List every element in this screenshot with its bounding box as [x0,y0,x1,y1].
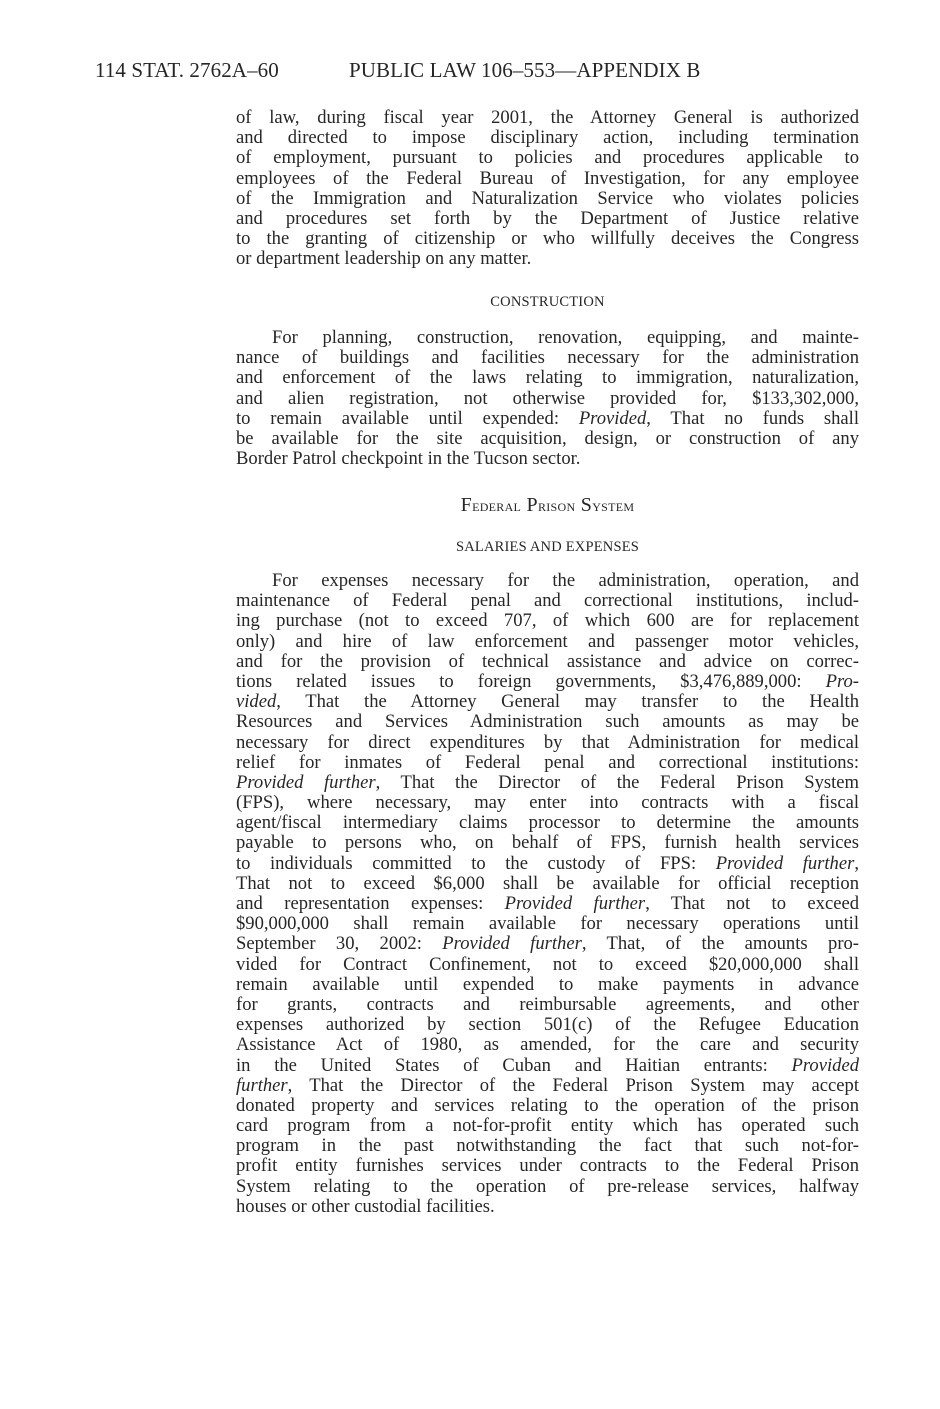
text-line: expenses authorized by section 501(c) of the Refugee Education [236,1014,859,1036]
construction-heading: CONSTRUCTION [490,294,605,310]
text-line: and procedures set forth by the Department of Justice relative [236,207,859,229]
heading-initial: S [575,494,593,516]
salaries-expenses-paragraph [236,571,859,1217]
text-line [236,672,859,692]
text-run: , That, of the amounts pro- [581,933,860,955]
construction-paragraph [236,328,859,469]
text-run: , That the Director of the Federal Prison System may accept [287,1074,859,1096]
heading-initial: F [460,494,473,516]
italic-proviso: Pro- [825,670,859,692]
text-run: in the United States of Cuban and Haitian entrants: [236,1054,792,1076]
continuation-paragraph [236,108,859,270]
text-line [236,894,859,914]
italic-proviso: Provided [791,1054,859,1076]
text-run: , That no funds shall [646,407,859,429]
text-run: to remain available until expended: [236,407,579,429]
text-line: relief for inmates of Federal penal and correctional institutions: [236,751,859,773]
text-line: For expenses necessary for the administration, operation, and [272,570,859,591]
federal-prison-system-heading [236,494,859,517]
text-line: remain available until expended to make payments in advance [236,973,859,995]
text-run: tions related issues to foreign governments, $3,476,889,000: [236,670,826,692]
text-line: Assistance Act of 1980, as amended, for the care and security [236,1034,859,1056]
text-run: , That the Director of the Federal Prison System [375,771,860,793]
italic-proviso: Provided further [236,771,376,793]
text-line: card program from a not-for-profit entity which has operated such [236,1115,859,1137]
text-line: ing purchase (not to exceed 707, of which 600 are for replacement [236,610,859,632]
text-line: be available for the site acquisition, design, or construction of any [236,427,859,449]
text-run: , That not to exceed [645,893,860,914]
text-line [236,1056,859,1076]
text-line: employees of the Federal Bureau of Investigation, for any employee [236,167,859,189]
text-run: , [854,852,860,874]
text-line: Border Patrol checkpoint in the Tucson sector. [236,448,581,470]
text-line: System relating to the operation of pre-release services, halfway [236,1175,859,1197]
text-line [236,773,859,793]
italic-proviso: Provided further [442,933,582,955]
text-line: and alien registration, not otherwise provided for, $133,302,000, [236,387,859,409]
salaries-and-expenses-heading: SALARIES AND EXPENSES [455,539,640,555]
heading-initial: P [521,494,538,516]
heading-text: ystem [592,496,635,515]
text-line: of law, during fiscal year 2001, the Attorney General is authorized [236,107,859,128]
text-line [236,854,859,874]
heading-text: ederal [472,496,522,515]
text-run: to individuals committed to the custody of FPS: [236,852,716,874]
text-line: program in the past notwithstanding the fact that such not-for- [236,1135,859,1157]
text-line: profit entity furnishes services under contracts to the Federal Prison [236,1155,859,1177]
statute-page-reference: 114 STAT. 2762A–60 [95,58,279,82]
text-line: Resources and Services Administration such amounts as may be [236,711,859,733]
text-line: (FPS), where necessary, may enter into contracts with a fiscal [236,792,859,814]
text-line [236,409,859,429]
text-line: of the Immigration and Naturalization Service who violates policies [236,187,859,209]
text-line: necessary for direct expenditures by that Administration for medical [236,731,859,753]
text-line: For planning, construction, renovation, equipping, and mainte- [272,327,859,348]
heading-text: rison [537,496,576,515]
italic-proviso: Provided further [504,893,646,914]
text-line: payable to persons who, on behalf of FPS, furnish health services [236,832,859,854]
text-line: and enforcement of the laws relating to immigration, naturalization, [236,367,859,389]
text-line: for grants, contracts and reimbursable agreements, and other [236,993,859,1015]
text-line: only) and hire of law enforcement and passenger motor vehicles, [236,630,859,652]
text-line: houses or other custodial facilities. [236,1195,495,1217]
text-line: donated property and services relating to the operation of the prison [236,1094,859,1116]
text-line: and for the provision of technical assistance and advice on correc- [236,650,859,672]
text-line: maintenance of Federal penal and correctional institutions, includ- [236,590,859,612]
text-line: to the granting of citizenship or who willfully deceives the Congress [236,228,859,250]
text-run: , That the Attorney General may transfer to the Health [276,691,859,713]
text-line: or department leadership on any matter. [236,248,532,270]
text-line: vided for Contract Confinement, not to exceed $20,000,000 shall [236,953,859,975]
text-run: September 30, 2002: [236,933,443,955]
text-line: That not to exceed $6,000 shall be available for official reception [236,872,859,894]
text-line: and directed to impose disciplinary action, including termination [236,127,859,149]
text-line: $90,000,000 shall remain available for necessary operations until [236,913,859,935]
text-line [236,934,859,954]
italic-proviso: Provided [578,407,647,429]
italic-proviso: Provided further [715,852,855,874]
text-line: agent/fiscal intermediary claims processor to determine the amounts [236,812,859,834]
page-header [95,58,855,83]
italic-proviso: further [236,1074,288,1096]
text-line [236,692,859,712]
text-line: nance of buildings and facilities necessary for the administration [236,347,859,369]
italic-proviso: vided [236,691,277,713]
text-line: of employment, pursuant to policies and procedures applicable to [236,147,859,169]
text-line [236,1076,859,1096]
text-run: and representation expenses: [236,893,505,914]
public-law-title: PUBLIC LAW 106–553—APPENDIX B [349,58,701,82]
